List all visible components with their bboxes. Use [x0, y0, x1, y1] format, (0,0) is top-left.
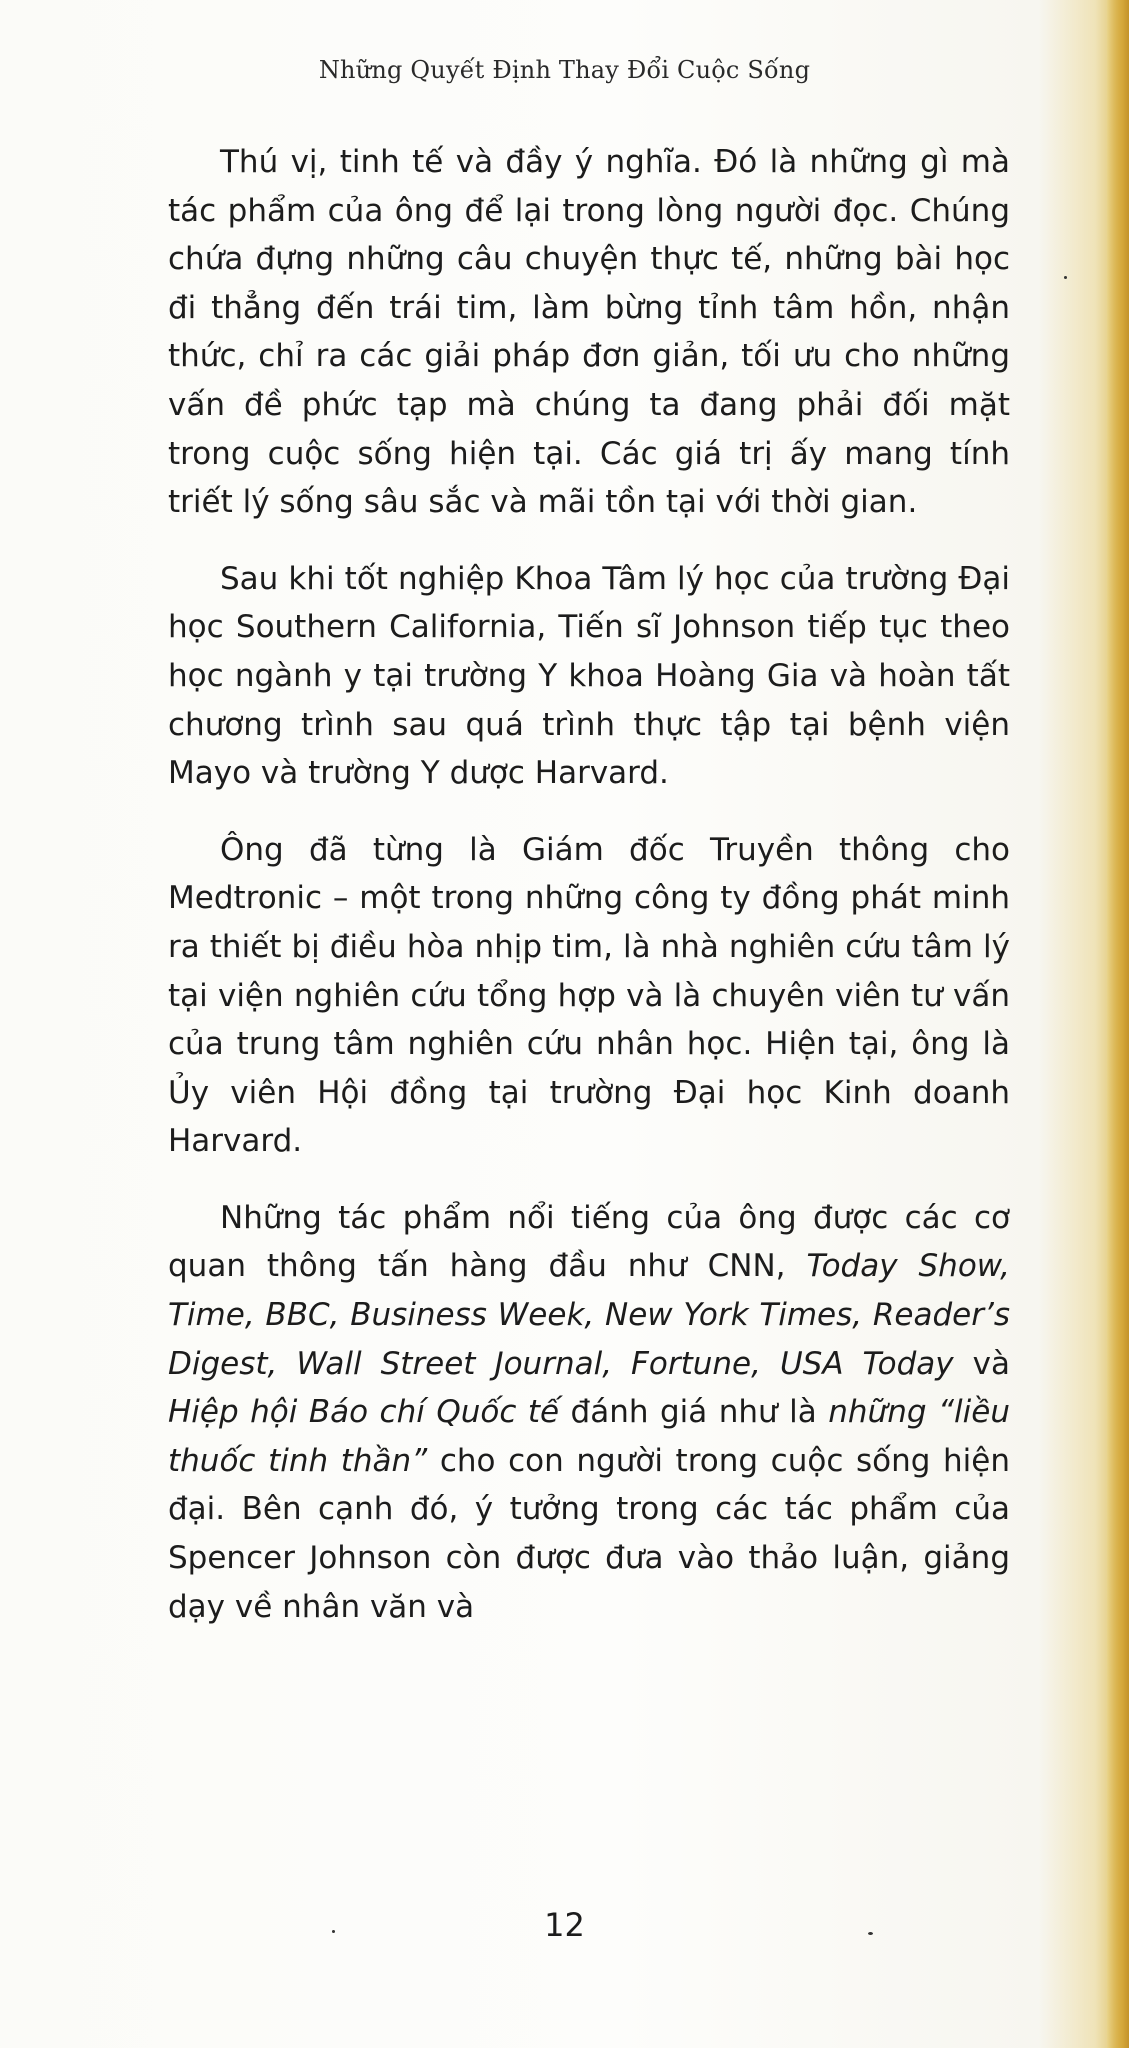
paragraph-4 — [168, 1194, 1010, 1631]
page-edge — [1107, 0, 1129, 2048]
running-header: Những Quyết Định Thay Đổi Cuộc Sống — [318, 56, 811, 84]
p4-quote: những “liều thuốc tinh thần” — [168, 1394, 1010, 1479]
print-speck — [868, 1932, 873, 1935]
page-number: 12 — [544, 1906, 585, 1944]
p4-text-1: Những tác phẩm nổi tiếng của ông được các cơ quan thông tấn hàng đầu như CNN, — [168, 1199, 1010, 1285]
p4-text-2: và — [953, 1345, 1010, 1382]
print-speck — [1064, 276, 1067, 279]
p4-text-4: cho con người trong cuộc sống hiện đại. Bên cạnh đó, ý tưởng trong các tác phẩm của Spencer Johnson còn được đưa vào thảo luận, giảng dạy về nhân văn và — [168, 1442, 1010, 1625]
p4-association: Hiệp hội Báo chí Quốc tế — [168, 1394, 560, 1431]
paragraph-1: Thú vị, tinh tế và đầy ý nghĩa. Đó là những gì mà tác phẩm của ông để lại trong lòng người đọc. Chúng chứa đựng những câu chuyện thực tế, những bài học đi thẳng đến trái tim, làm bừng tỉnh tâm hồn, nhận thức, chỉ ra các giải pháp đơn giản, tối ưu cho những vấn đề phức tạp mà chúng ta đang phải đối mặt trong cuộc sống hiện tại. Các giá trị ấy mang tính triết lý sống sâu sắc và mãi tồn tại với thời gian. — [168, 144, 1010, 521]
paragraph-2: Sau khi tốt nghiệp Khoa Tâm lý học của trường Đại học Southern California, Tiến sĩ Johnson tiếp tục theo học ngành y tại trường Y khoa Hoàng Gia và hoàn tất chương trình sau quá trình thực tập tại bệnh viện Mayo và trường Y dược Harvard. — [168, 560, 1010, 792]
body-text — [168, 138, 1010, 1659]
p4-text-3: đánh giá như là — [559, 1394, 829, 1431]
print-speck — [332, 1930, 335, 1933]
paragraph-3: Ông đã từng là Giám đốc Truyền thông cho Medtronic – một trong những công ty đồng phát minh ra thiết bị điều hòa nhịp tim, là nhà nghiên cứu tâm lý tại viện nghiên cứu tổng hợp và là chuyên viên tư vấn của trung tâm nghiên cứu nhân học. Hiện tại, ông là Ủy viên Hội đồng tại trường Đại học Kinh doanh Harvard. — [168, 831, 1010, 1160]
p4-media-list: Today Show, Time, BBC, Business Week, New York Times, Reader’s Digest, Wall Street Journal, Fortune, USA Today — [168, 1248, 1011, 1382]
